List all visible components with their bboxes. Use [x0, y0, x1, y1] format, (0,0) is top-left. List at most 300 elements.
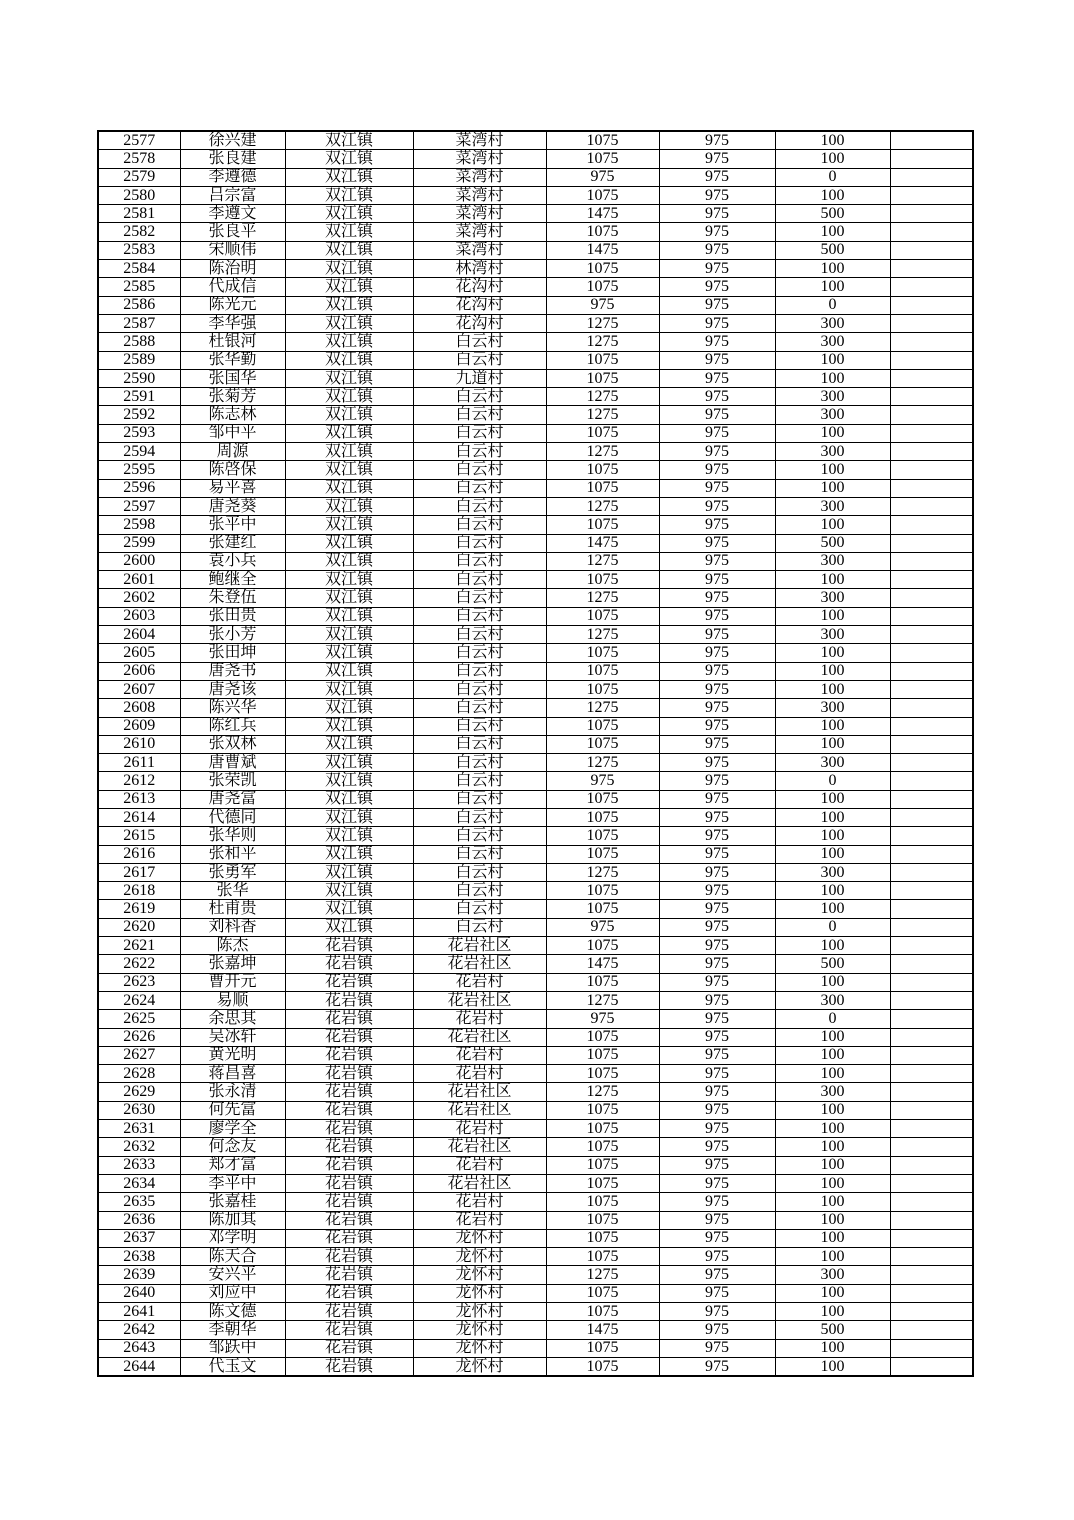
table-row [98, 461, 973, 479]
cell-name: 周源 [180, 443, 285, 461]
cell-amount-base: 975 [659, 662, 775, 680]
cell-name: 陈兴华 [180, 699, 285, 717]
cell-village: 花岩村 [413, 1120, 546, 1138]
cell-village: 白云村 [413, 388, 546, 406]
cell-name: 张永清 [180, 1083, 285, 1101]
cell-remark [890, 1156, 973, 1174]
cell-amount-base: 975 [659, 406, 775, 424]
cell-village: 白云村 [413, 680, 546, 698]
cell-village: 白云村 [413, 461, 546, 479]
cell-town: 花岩镇 [285, 1156, 413, 1174]
cell-town: 花岩镇 [285, 1174, 413, 1192]
cell-village: 白云村 [413, 882, 546, 900]
cell-row-number: 2623 [98, 973, 180, 991]
table-row [98, 680, 973, 698]
cell-name: 徐兴建 [180, 131, 285, 150]
cell-town: 花岩镇 [285, 1339, 413, 1357]
cell-name: 廖学全 [180, 1120, 285, 1138]
cell-name: 唐尧富 [180, 790, 285, 808]
cell-village: 白云村 [413, 552, 546, 570]
cell-remark [890, 1303, 973, 1321]
cell-name: 唐尧书 [180, 662, 285, 680]
cell-row-number: 2616 [98, 845, 180, 863]
cell-town: 双江镇 [285, 772, 413, 790]
cell-town: 双江镇 [285, 223, 413, 241]
table-row [98, 754, 973, 772]
cell-row-number: 2607 [98, 680, 180, 698]
cell-town: 双江镇 [285, 699, 413, 717]
cell-village: 白云村 [413, 607, 546, 625]
cell-town: 花岩镇 [285, 955, 413, 973]
table-row [98, 1321, 973, 1339]
cell-remark [890, 1248, 973, 1266]
cell-remark [890, 589, 973, 607]
cell-village: 白云村 [413, 662, 546, 680]
table-row [98, 1303, 973, 1321]
cell-amount-diff: 100 [775, 900, 890, 918]
cell-town: 花岩镇 [285, 1010, 413, 1028]
table-row [98, 333, 973, 351]
cell-amount-total: 1275 [546, 1083, 659, 1101]
cell-village: 花岩社区 [413, 991, 546, 1009]
cell-amount-base: 975 [659, 296, 775, 314]
cell-amount-diff: 100 [775, 131, 890, 150]
cell-remark [890, 772, 973, 790]
cell-row-number: 2615 [98, 827, 180, 845]
cell-amount-diff: 100 [775, 1303, 890, 1321]
table-row [98, 607, 973, 625]
cell-amount-total: 1075 [546, 571, 659, 589]
cell-remark [890, 1284, 973, 1302]
cell-row-number: 2609 [98, 717, 180, 735]
cell-amount-total: 1075 [546, 369, 659, 387]
cell-amount-base: 975 [659, 1138, 775, 1156]
cell-amount-diff: 100 [775, 1065, 890, 1083]
cell-amount-total: 1075 [546, 790, 659, 808]
table-row [98, 150, 973, 168]
cell-village: 白云村 [413, 424, 546, 442]
cell-amount-base: 975 [659, 1229, 775, 1247]
cell-town: 花岩镇 [285, 1138, 413, 1156]
cell-remark [890, 131, 973, 150]
cell-row-number: 2608 [98, 699, 180, 717]
cell-amount-base: 975 [659, 937, 775, 955]
cell-remark [890, 1339, 973, 1357]
cell-row-number: 2600 [98, 552, 180, 570]
cell-remark [890, 296, 973, 314]
table-row [98, 1211, 973, 1229]
cell-name: 吕宗富 [180, 186, 285, 204]
cell-amount-diff: 100 [775, 717, 890, 735]
cell-amount-total: 1075 [546, 845, 659, 863]
table-row [98, 186, 973, 204]
cell-amount-diff: 300 [775, 991, 890, 1009]
cell-remark [890, 882, 973, 900]
cell-town: 花岩镇 [285, 1211, 413, 1229]
cell-amount-base: 975 [659, 443, 775, 461]
cell-amount-total: 1075 [546, 1229, 659, 1247]
cell-row-number: 2611 [98, 754, 180, 772]
cell-name: 陈天合 [180, 1248, 285, 1266]
cell-village: 白云村 [413, 443, 546, 461]
cell-name: 刘应中 [180, 1284, 285, 1302]
cell-amount-base: 975 [659, 699, 775, 717]
cell-remark [890, 644, 973, 662]
cell-remark [890, 955, 973, 973]
cell-name: 曹开元 [180, 973, 285, 991]
cell-name: 唐尧该 [180, 680, 285, 698]
cell-amount-diff: 100 [775, 1156, 890, 1174]
cell-amount-total: 1075 [546, 1174, 659, 1192]
cell-amount-base: 975 [659, 1028, 775, 1046]
cell-row-number: 2628 [98, 1065, 180, 1083]
cell-name: 李遵文 [180, 205, 285, 223]
cell-row-number: 2577 [98, 131, 180, 150]
cell-row-number: 2605 [98, 644, 180, 662]
cell-village: 白云村 [413, 406, 546, 424]
table-row [98, 918, 973, 936]
cell-remark [890, 1065, 973, 1083]
table-row [98, 790, 973, 808]
cell-name: 余思其 [180, 1010, 285, 1028]
cell-remark [890, 534, 973, 552]
cell-amount-base: 975 [659, 461, 775, 479]
cell-amount-total: 1275 [546, 699, 659, 717]
cell-village: 花岩村 [413, 1211, 546, 1229]
cell-amount-base: 975 [659, 644, 775, 662]
cell-amount-diff: 100 [775, 882, 890, 900]
cell-amount-total: 1075 [546, 900, 659, 918]
cell-amount-total: 1075 [546, 278, 659, 296]
cell-town: 花岩镇 [285, 1303, 413, 1321]
cell-amount-base: 975 [659, 314, 775, 332]
cell-amount-base: 975 [659, 790, 775, 808]
cell-village: 白云村 [413, 754, 546, 772]
table-row [98, 369, 973, 387]
cell-amount-total: 1075 [546, 735, 659, 753]
cell-village: 菜湾村 [413, 223, 546, 241]
cell-town: 花岩镇 [285, 1248, 413, 1266]
cell-amount-total: 1075 [546, 662, 659, 680]
cell-row-number: 2621 [98, 937, 180, 955]
cell-row-number: 2606 [98, 662, 180, 680]
cell-village: 龙怀村 [413, 1357, 546, 1376]
cell-village: 林湾村 [413, 260, 546, 278]
cell-village: 花岩社区 [413, 1138, 546, 1156]
cell-amount-base: 975 [659, 626, 775, 644]
cell-town: 双江镇 [285, 863, 413, 881]
cell-town: 双江镇 [285, 644, 413, 662]
table-row [98, 973, 973, 991]
cell-town: 双江镇 [285, 845, 413, 863]
cell-name: 张和平 [180, 845, 285, 863]
cell-amount-diff: 0 [775, 772, 890, 790]
cell-amount-total: 1075 [546, 461, 659, 479]
cell-amount-diff: 300 [775, 626, 890, 644]
cell-amount-diff: 100 [775, 223, 890, 241]
cell-remark [890, 680, 973, 698]
cell-row-number: 2587 [98, 314, 180, 332]
cell-amount-base: 975 [659, 973, 775, 991]
cell-village: 白云村 [413, 626, 546, 644]
cell-name: 张小芳 [180, 626, 285, 644]
cell-remark [890, 388, 973, 406]
cell-remark [890, 607, 973, 625]
table-row [98, 1174, 973, 1192]
cell-amount-total: 1475 [546, 205, 659, 223]
cell-village: 白云村 [413, 863, 546, 881]
cell-amount-diff: 100 [775, 1138, 890, 1156]
cell-village: 白云村 [413, 589, 546, 607]
cell-name: 邓学明 [180, 1229, 285, 1247]
cell-name: 蒋昌喜 [180, 1065, 285, 1083]
cell-amount-base: 975 [659, 1083, 775, 1101]
cell-remark [890, 1174, 973, 1192]
cell-village: 白云村 [413, 717, 546, 735]
cell-amount-base: 975 [659, 1101, 775, 1119]
cell-remark [890, 333, 973, 351]
cell-amount-diff: 100 [775, 1229, 890, 1247]
cell-town: 双江镇 [285, 808, 413, 826]
cell-amount-diff: 0 [775, 296, 890, 314]
table-row [98, 699, 973, 717]
cell-amount-base: 975 [659, 1339, 775, 1357]
cell-name: 袁小兵 [180, 552, 285, 570]
cell-village: 龙怀村 [413, 1321, 546, 1339]
cell-amount-total: 1075 [546, 827, 659, 845]
cell-village: 白云村 [413, 845, 546, 863]
cell-row-number: 2632 [98, 1138, 180, 1156]
cell-village: 花岩社区 [413, 1028, 546, 1046]
cell-name: 李朝华 [180, 1321, 285, 1339]
table-row [98, 223, 973, 241]
cell-row-number: 2612 [98, 772, 180, 790]
cell-remark [890, 1211, 973, 1229]
cell-amount-total: 1075 [546, 1138, 659, 1156]
cell-name: 张双林 [180, 735, 285, 753]
cell-town: 双江镇 [285, 589, 413, 607]
cell-amount-base: 975 [659, 607, 775, 625]
cell-amount-total: 1075 [546, 1339, 659, 1357]
cell-amount-total: 1075 [546, 516, 659, 534]
cell-amount-total: 1075 [546, 1357, 659, 1376]
cell-remark [890, 1266, 973, 1284]
cell-remark [890, 150, 973, 168]
cell-name: 张良建 [180, 150, 285, 168]
table-row [98, 900, 973, 918]
cell-name: 张嘉桂 [180, 1193, 285, 1211]
cell-village: 花岩村 [413, 1156, 546, 1174]
cell-town: 双江镇 [285, 900, 413, 918]
cell-amount-total: 975 [546, 168, 659, 186]
cell-amount-total: 1075 [546, 223, 659, 241]
cell-remark [890, 937, 973, 955]
cell-town: 双江镇 [285, 479, 413, 497]
cell-row-number: 2591 [98, 388, 180, 406]
data-sheet [97, 130, 972, 1377]
cell-village: 白云村 [413, 735, 546, 753]
cell-amount-diff: 300 [775, 443, 890, 461]
cell-row-number: 2603 [98, 607, 180, 625]
records-table [97, 130, 974, 1377]
cell-row-number: 2635 [98, 1193, 180, 1211]
cell-row-number: 2644 [98, 1357, 180, 1376]
cell-row-number: 2619 [98, 900, 180, 918]
table-row [98, 1065, 973, 1083]
cell-town: 花岩镇 [285, 1101, 413, 1119]
cell-name: 李遵德 [180, 168, 285, 186]
cell-row-number: 2627 [98, 1046, 180, 1064]
cell-amount-total: 1275 [546, 626, 659, 644]
cell-town: 双江镇 [285, 680, 413, 698]
cell-village: 花岩社区 [413, 1174, 546, 1192]
table-row [98, 497, 973, 515]
cell-row-number: 2594 [98, 443, 180, 461]
cell-amount-base: 975 [659, 1193, 775, 1211]
cell-row-number: 2626 [98, 1028, 180, 1046]
cell-name: 邹跃中 [180, 1339, 285, 1357]
cell-amount-total: 1075 [546, 1065, 659, 1083]
cell-remark [890, 1138, 973, 1156]
table-row [98, 1339, 973, 1357]
cell-amount-base: 975 [659, 241, 775, 259]
table-row [98, 662, 973, 680]
cell-name: 易平喜 [180, 479, 285, 497]
cell-village: 白云村 [413, 571, 546, 589]
cell-remark [890, 863, 973, 881]
cell-remark [890, 1010, 973, 1028]
table-row [98, 1120, 973, 1138]
cell-name: 陈文德 [180, 1303, 285, 1321]
table-row [98, 845, 973, 863]
cell-amount-total: 1275 [546, 991, 659, 1009]
cell-amount-total: 1275 [546, 552, 659, 570]
cell-remark [890, 406, 973, 424]
cell-amount-base: 975 [659, 479, 775, 497]
cell-name: 刘科香 [180, 918, 285, 936]
cell-amount-base: 975 [659, 735, 775, 753]
table-row [98, 1284, 973, 1302]
cell-name: 唐尧葵 [180, 497, 285, 515]
cell-village: 白云村 [413, 808, 546, 826]
cell-row-number: 2637 [98, 1229, 180, 1247]
cell-village: 白云村 [413, 644, 546, 662]
cell-town: 双江镇 [285, 827, 413, 845]
cell-name: 陈加其 [180, 1211, 285, 1229]
cell-name: 张良平 [180, 223, 285, 241]
cell-amount-base: 975 [659, 991, 775, 1009]
cell-amount-base: 975 [659, 900, 775, 918]
table-row [98, 1229, 973, 1247]
cell-village: 花岩社区 [413, 955, 546, 973]
cell-amount-diff: 300 [775, 589, 890, 607]
cell-amount-diff: 100 [775, 680, 890, 698]
cell-remark [890, 827, 973, 845]
cell-row-number: 2597 [98, 497, 180, 515]
cell-row-number: 2589 [98, 351, 180, 369]
cell-village: 白云村 [413, 497, 546, 515]
cell-amount-diff: 500 [775, 955, 890, 973]
cell-amount-total: 1075 [546, 1284, 659, 1302]
cell-name: 鲍继全 [180, 571, 285, 589]
cell-town: 花岩镇 [285, 1229, 413, 1247]
cell-row-number: 2634 [98, 1174, 180, 1192]
cell-town: 双江镇 [285, 369, 413, 387]
cell-amount-total: 1075 [546, 1120, 659, 1138]
cell-name: 李华强 [180, 314, 285, 332]
cell-row-number: 2588 [98, 333, 180, 351]
cell-remark [890, 754, 973, 772]
cell-town: 双江镇 [285, 552, 413, 570]
cell-row-number: 2584 [98, 260, 180, 278]
cell-village: 花沟村 [413, 314, 546, 332]
table-row [98, 882, 973, 900]
cell-amount-total: 1075 [546, 1101, 659, 1119]
cell-amount-base: 975 [659, 223, 775, 241]
cell-row-number: 2580 [98, 186, 180, 204]
cell-amount-total: 975 [546, 296, 659, 314]
cell-remark [890, 790, 973, 808]
cell-remark [890, 1046, 973, 1064]
cell-amount-base: 975 [659, 351, 775, 369]
cell-village: 花岩村 [413, 1193, 546, 1211]
cell-town: 双江镇 [285, 351, 413, 369]
cell-row-number: 2618 [98, 882, 180, 900]
cell-remark [890, 223, 973, 241]
table-row [98, 735, 973, 753]
cell-town: 双江镇 [285, 607, 413, 625]
cell-town: 双江镇 [285, 314, 413, 332]
table-row [98, 479, 973, 497]
cell-village: 菜湾村 [413, 168, 546, 186]
cell-amount-base: 975 [659, 863, 775, 881]
table-row [98, 717, 973, 735]
table-row [98, 1266, 973, 1284]
cell-amount-diff: 100 [775, 1248, 890, 1266]
cell-town: 双江镇 [285, 497, 413, 515]
cell-town: 花岩镇 [285, 1083, 413, 1101]
table-row [98, 443, 973, 461]
cell-amount-diff: 100 [775, 1284, 890, 1302]
cell-amount-diff: 100 [775, 1101, 890, 1119]
cell-amount-base: 975 [659, 369, 775, 387]
table-row [98, 1138, 973, 1156]
table-row [98, 1248, 973, 1266]
cell-remark [890, 186, 973, 204]
cell-amount-total: 1075 [546, 808, 659, 826]
cell-name: 郑才富 [180, 1156, 285, 1174]
cell-amount-diff: 100 [775, 150, 890, 168]
cell-amount-diff: 100 [775, 461, 890, 479]
cell-amount-base: 975 [659, 1156, 775, 1174]
cell-name: 吴冰轩 [180, 1028, 285, 1046]
cell-name: 陈光元 [180, 296, 285, 314]
cell-row-number: 2602 [98, 589, 180, 607]
cell-amount-diff: 100 [775, 808, 890, 826]
cell-row-number: 2630 [98, 1101, 180, 1119]
table-row [98, 516, 973, 534]
table-row [98, 991, 973, 1009]
cell-remark [890, 808, 973, 826]
cell-name: 陈治明 [180, 260, 285, 278]
table-row [98, 863, 973, 881]
cell-remark [890, 314, 973, 332]
table-row [98, 1193, 973, 1211]
cell-row-number: 2641 [98, 1303, 180, 1321]
cell-amount-total: 1075 [546, 424, 659, 442]
table-row [98, 1028, 973, 1046]
cell-remark [890, 991, 973, 1009]
